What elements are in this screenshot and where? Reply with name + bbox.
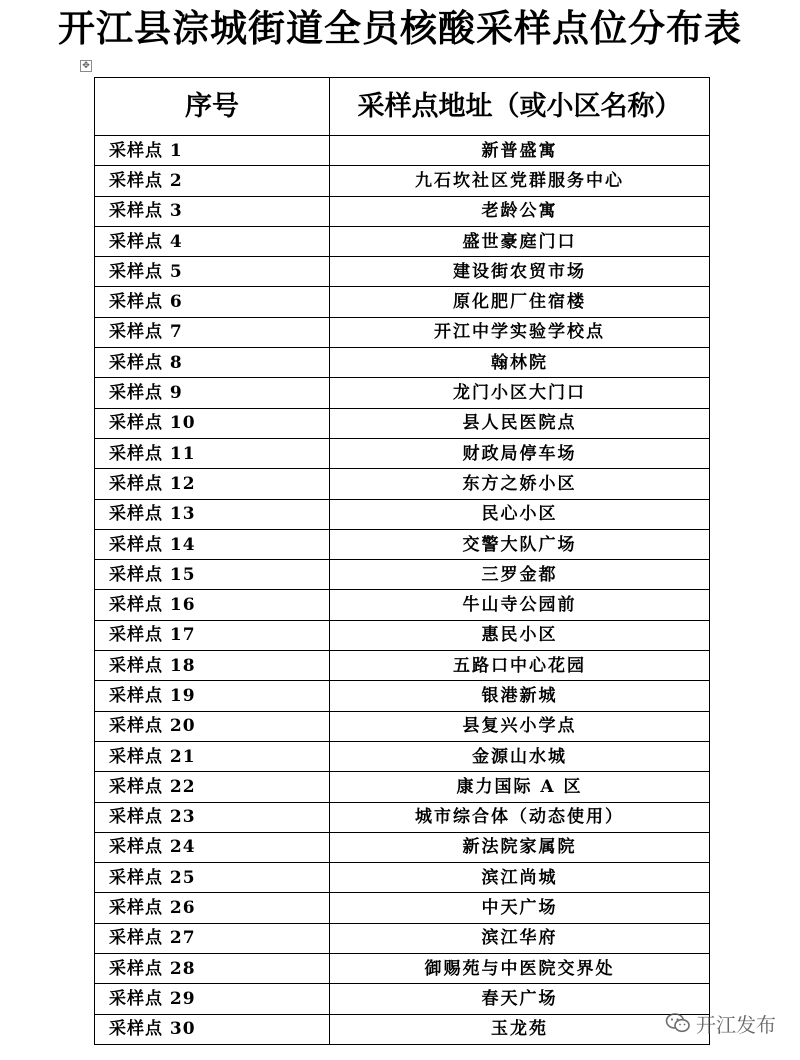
cell-address: 三罗金都 [330, 560, 710, 590]
cell-index: 采样点 27 [95, 923, 330, 953]
cell-address: 五路口中心花园 [330, 651, 710, 681]
cell-index: 采样点 10 [95, 408, 330, 438]
table-row [95, 620, 710, 650]
table-row [95, 529, 710, 559]
cell-index: 采样点 15 [95, 560, 330, 590]
table-row [95, 893, 710, 923]
table-row [95, 196, 710, 226]
cell-address: 玉龙苑 [330, 1014, 710, 1044]
table-row [95, 863, 710, 893]
cell-address: 建设街农贸市场 [330, 257, 710, 287]
cell-index: 采样点 8 [95, 348, 330, 378]
table-row [95, 287, 710, 317]
table-row [95, 681, 710, 711]
table-row [95, 560, 710, 590]
table-row [95, 832, 710, 862]
cell-index: 采样点 13 [95, 499, 330, 529]
table-row [95, 1014, 710, 1044]
cell-address: 康力国际 A 区 [330, 772, 710, 802]
cell-index: 采样点 26 [95, 893, 330, 923]
cell-address: 县人民医院点 [330, 408, 710, 438]
cell-address: 原化肥厂住宿楼 [330, 287, 710, 317]
table-row [95, 469, 710, 499]
table-row [95, 651, 710, 681]
cell-index: 采样点 25 [95, 863, 330, 893]
sampling-points-table [94, 77, 710, 1045]
table-row [95, 348, 710, 378]
table-row [95, 257, 710, 287]
cell-index: 采样点 23 [95, 802, 330, 832]
source-watermark [665, 1010, 776, 1036]
cell-index: 采样点 30 [95, 1014, 330, 1044]
table-row [95, 590, 710, 620]
table-row [95, 741, 710, 771]
table-row [95, 136, 710, 166]
table-header-row [95, 78, 710, 136]
cell-index: 采样点 18 [95, 651, 330, 681]
cell-address: 滨江华府 [330, 923, 710, 953]
header-address: 采样点地址（或小区名称） [330, 78, 710, 136]
cell-index: 采样点 17 [95, 620, 330, 650]
cell-address: 中天广场 [330, 893, 710, 923]
cell-index: 采样点 20 [95, 711, 330, 741]
watermark-text: 开江发布 [696, 1012, 776, 1037]
cell-address: 民心小区 [330, 499, 710, 529]
cell-address: 御赐苑与中医院交界处 [330, 954, 710, 984]
table-body [95, 136, 710, 1045]
cell-index: 采样点 24 [95, 832, 330, 862]
table-row [95, 772, 710, 802]
cell-index: 采样点 5 [95, 257, 330, 287]
cell-address: 新普盛寓 [330, 136, 710, 166]
cell-address: 县复兴小学点 [330, 711, 710, 741]
cell-address: 城市综合体（动态使用） [330, 802, 710, 832]
cell-address: 金源山水城 [330, 741, 710, 771]
cell-index: 采样点 6 [95, 287, 330, 317]
cell-index: 采样点 29 [95, 984, 330, 1014]
cell-address: 牛山寺公园前 [330, 590, 710, 620]
cell-address: 盛世豪庭门口 [330, 226, 710, 256]
cell-address: 惠民小区 [330, 620, 710, 650]
cell-index: 采样点 3 [95, 196, 330, 226]
move-handle-icon[interactable]: ✥ [80, 60, 92, 72]
cell-index: 采样点 4 [95, 226, 330, 256]
table-row [95, 408, 710, 438]
table-row [95, 923, 710, 953]
table-row [95, 166, 710, 196]
header-index: 序号 [95, 78, 330, 136]
cell-index: 采样点 1 [95, 136, 330, 166]
cell-index: 采样点 2 [95, 166, 330, 196]
table-row [95, 802, 710, 832]
cell-address: 龙门小区大门口 [330, 378, 710, 408]
cell-index: 采样点 21 [95, 741, 330, 771]
cell-index: 采样点 19 [95, 681, 330, 711]
page-title: 开江县淙城街道全员核酸采样点位分布表 [58, 7, 742, 50]
cell-address: 财政局停车场 [330, 438, 710, 468]
table-row [95, 438, 710, 468]
cell-index: 采样点 22 [95, 772, 330, 802]
cell-index: 采样点 14 [95, 529, 330, 559]
cell-address: 交警大队广场 [330, 529, 710, 559]
table-row [95, 954, 710, 984]
cell-address: 银港新城 [330, 681, 710, 711]
cell-address: 春天广场 [330, 984, 710, 1014]
cell-index: 采样点 11 [95, 438, 330, 468]
table-row [95, 984, 710, 1014]
cell-index: 采样点 12 [95, 469, 330, 499]
cell-index: 采样点 9 [95, 378, 330, 408]
table-row [95, 226, 710, 256]
table-row [95, 378, 710, 408]
cell-index: 采样点 7 [95, 317, 330, 347]
cell-address: 东方之娇小区 [330, 469, 710, 499]
wechat-icon [665, 1012, 691, 1034]
cell-address: 翰林院 [330, 348, 710, 378]
cell-address: 滨江尚城 [330, 863, 710, 893]
cell-address: 老龄公寓 [330, 196, 710, 226]
table-row [95, 499, 710, 529]
cell-address: 九石坎社区党群服务中心 [330, 166, 710, 196]
cell-address: 开江中学实验学校点 [330, 317, 710, 347]
cell-index: 采样点 28 [95, 954, 330, 984]
table-row [95, 317, 710, 347]
cell-address: 新法院家属院 [330, 832, 710, 862]
table-row [95, 711, 710, 741]
cell-index: 采样点 16 [95, 590, 330, 620]
